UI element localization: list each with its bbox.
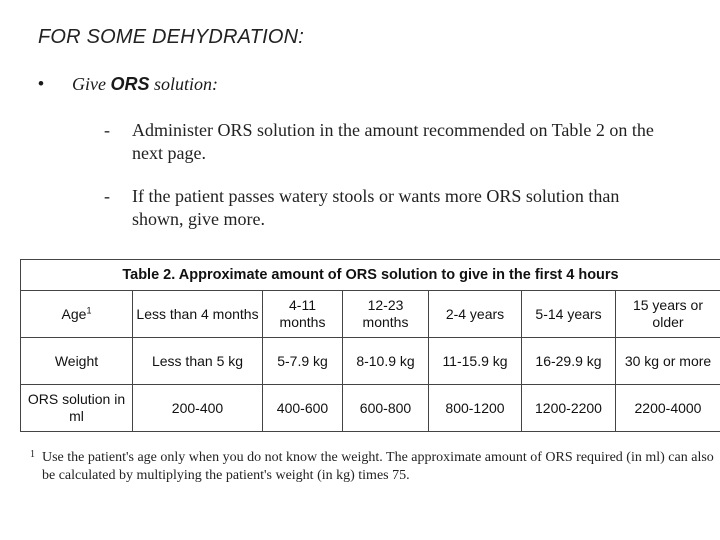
sub-item-dash: - [104, 186, 110, 206]
table-cell: 2-4 years [429, 291, 522, 338]
bullet-symbol: • [38, 74, 44, 93]
table-cell: 200-400 [133, 385, 263, 432]
sub-item-2 [104, 185, 664, 233]
bullet-text [72, 74, 218, 95]
section-heading: FOR SOME DEHYDRATION: [38, 26, 305, 48]
row-header-age [21, 291, 133, 338]
table-cell: 800-1200 [429, 385, 522, 432]
table-row-age [21, 291, 720, 338]
sub-item-text: Administer ORS solution in the amount recommended on Table 2 on the next page. [132, 120, 654, 163]
table-cell: Less than 4 months [133, 291, 263, 338]
table-cell: 4-11 months [263, 291, 343, 338]
table-cell: 8-10.9 kg [343, 338, 429, 385]
bullet-prefix: Give [72, 74, 106, 94]
age-footnote-mark: 1 [86, 304, 92, 315]
table-cell: 5-7.9 kg [263, 338, 343, 385]
table-cell: 400-600 [263, 385, 343, 432]
table-row-weight [21, 338, 720, 385]
age-label: Age [61, 305, 87, 322]
table-caption: Table 2. Approximate amount of ORS solution to give in the first 4 hours [21, 260, 720, 291]
ors-table [20, 259, 720, 432]
sub-item-1 [104, 119, 664, 167]
table-cell: 16-29.9 kg [522, 338, 616, 385]
table-cell: 15 years or older [616, 291, 720, 338]
footnote-mark: 1 [30, 449, 35, 460]
table-cell: 5-14 years [522, 291, 616, 338]
table-cell: 600-800 [343, 385, 429, 432]
table-cell: Less than 5 kg [133, 338, 263, 385]
sub-item-dash: - [104, 120, 110, 140]
table-cell: 1200-2200 [522, 385, 616, 432]
bullet-bold-word: ORS [110, 74, 150, 94]
bullet-suffix: solution: [154, 74, 219, 94]
table-cell: 12-23 months [343, 291, 429, 338]
footnote-text: Use the patient's age only when you do not know the weight. The approximate amount of ORS required (in ml) can also be calculated by multiplying the patient's weight (in kg) times 75. [42, 450, 714, 483]
table-cell: 11-15.9 kg [429, 338, 522, 385]
table-row-ors [21, 385, 720, 432]
table-cell: 30 kg or more [616, 338, 720, 385]
sub-item-text: If the patient passes watery stools or wants more ORS solution than shown, give more. [132, 186, 620, 229]
table-cell: 2200-4000 [616, 385, 720, 432]
row-header-ors: ORS solution in ml [21, 385, 133, 432]
row-header-weight: Weight [21, 338, 133, 385]
